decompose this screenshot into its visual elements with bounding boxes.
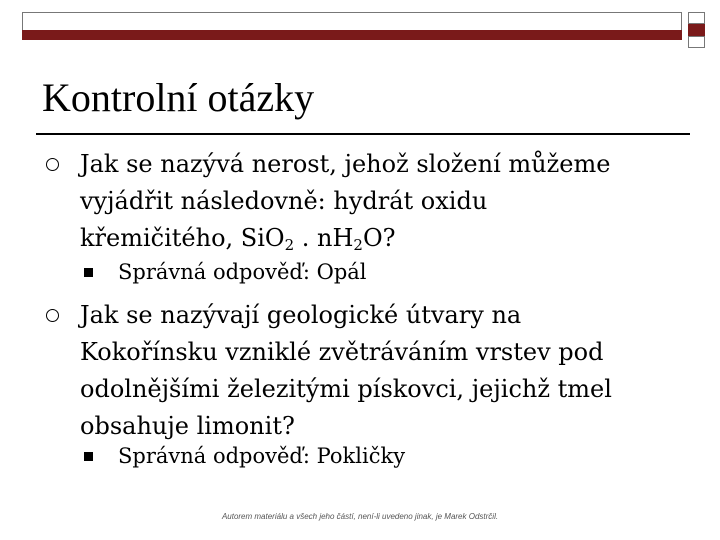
question-1-formula-line: [80, 220, 680, 257]
corner-square-top: [688, 12, 705, 24]
formula-subscript-2: 2: [353, 236, 363, 254]
question-2-line-1: Jak se nazývají geologické útvary na: [80, 301, 522, 329]
corner-square-bottom: [688, 36, 705, 48]
question-1-line-1: Jak se nazývá nerost, jehož složení můžeme: [80, 150, 611, 178]
answer-1: Správná odpověď: Opál: [118, 260, 367, 284]
question-2-line-2: Kokořínsku vzniklé zvětráváním vrstev pod: [80, 338, 604, 366]
title-underline: [36, 133, 690, 135]
square-bullet-icon: [84, 452, 93, 461]
hollow-circle-bullet-icon: [46, 158, 59, 171]
square-bullet-icon: [84, 268, 93, 277]
question-1-line-2: vyjádřit následovně: hydrát oxidu: [80, 187, 488, 215]
question-1: [80, 146, 680, 257]
hollow-circle-bullet-icon: [46, 309, 59, 322]
question-2: [80, 297, 680, 445]
question-2-line-3: odolnějšími železitými pískovci, jejichž tmel: [80, 375, 612, 403]
answer-2: Správná odpověď: Pokličky: [118, 444, 406, 468]
formula-middle: . nH: [294, 224, 354, 252]
formula-prefix: křemičitého, SiO: [80, 224, 285, 252]
formula-suffix: O?: [362, 224, 396, 252]
slide-title: Kontrolní otázky: [42, 75, 315, 120]
corner-square-middle: [688, 24, 705, 36]
header-decoration-bar: [22, 30, 682, 40]
question-2-line-4: obsahuje limonit?: [80, 412, 295, 440]
formula-subscript-1: 2: [284, 236, 295, 254]
footer-credit: Autorem materiálu a všech jeho částí, není-li uvedeno jinak, je Marek Odstrčil.: [221, 512, 499, 521]
